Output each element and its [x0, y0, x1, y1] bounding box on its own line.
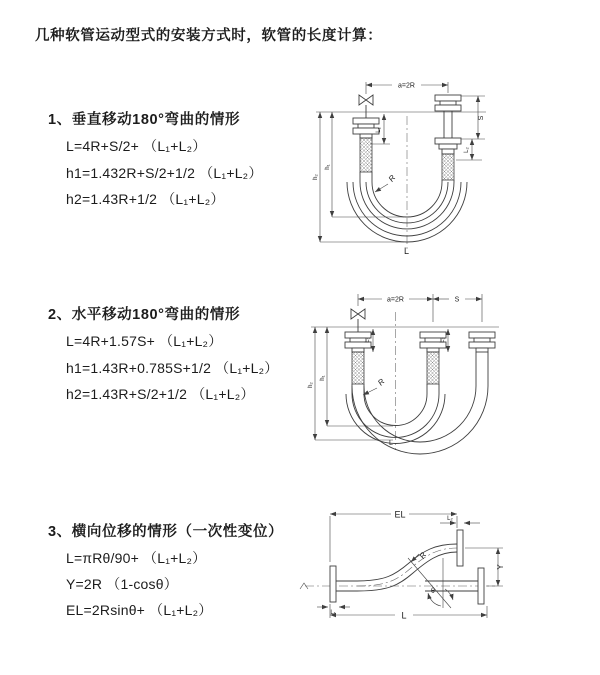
braid-section — [352, 352, 364, 384]
section-3-formula-y: Y=2R （1-cosθ） — [66, 576, 178, 592]
section-3-heading: 3、横向位移的情形（一次性变位） — [48, 524, 284, 540]
section-1-heading: 1、垂直移动180°弯曲的情形 — [48, 112, 241, 128]
dim-label-l1: L₁ — [365, 337, 371, 343]
dim-label-stroke: S — [454, 296, 460, 304]
dim-label-l2: L₂ — [440, 337, 446, 343]
braid-section — [360, 138, 372, 172]
diagram-vertical-180-bend — [308, 70, 558, 265]
hose-u-curves — [346, 352, 488, 454]
el-dimension — [330, 510, 457, 563]
fitting-length-dimensions — [370, 96, 485, 160]
l1-dimension — [317, 607, 350, 616]
section-3-formula-el: EL=2Rsinθ+ （L₁+L₂） — [66, 602, 213, 618]
radius-callout — [411, 550, 428, 562]
dim-label-y: Y — [496, 564, 505, 570]
radius-callout — [375, 173, 398, 192]
dim-label-width: a=2R — [387, 296, 404, 304]
dim-label-width: a=2R — [398, 82, 415, 90]
section-2-formula-h2: h2=1.43R+S/2+1/2 （L₁+L₂） — [66, 386, 255, 402]
top-dimensions — [358, 294, 482, 322]
dim-label-h1: h₁ — [325, 164, 331, 170]
valve-icon — [359, 95, 373, 118]
hose-s-curve — [357, 544, 457, 591]
top-width-dimension — [366, 82, 448, 94]
right-pipe-fitting — [469, 332, 495, 352]
diagram-horizontal-180-bend — [303, 282, 568, 467]
datum-and-centerlines — [316, 112, 486, 250]
section-1-formula-h1: h1=1.432R+S/2+1/2 （L₁+L₂） — [66, 165, 263, 181]
dim-label-l1: L₁ — [330, 610, 336, 616]
dim-label-h2: h₂ — [313, 174, 319, 180]
overall-length-dimension — [330, 604, 487, 621]
dim-label-length: L — [389, 440, 393, 447]
braid-section — [442, 154, 454, 180]
dim-label-l1: L₁ — [376, 127, 382, 133]
dim-label-radius: R — [417, 550, 429, 561]
page-title: 几种软管运动型式的安装方式时，软管的长度计算： — [35, 28, 383, 44]
dim-label-h1: h₁ — [320, 375, 326, 381]
section-2-heading: 2、水平移动180°弯曲的情形 — [48, 307, 241, 323]
angle-construction — [408, 558, 453, 608]
dim-label-h2: h₂ — [308, 382, 314, 388]
dim-label-theta: θ — [431, 588, 435, 595]
dim-label-l2: L₂ — [464, 147, 470, 153]
left-flange-fitting — [330, 566, 357, 602]
section-2-formula-length: L=4R+1.57S+ （L₁+L₂） — [66, 333, 223, 349]
diagram-lateral-displacement — [295, 500, 590, 650]
section-3-formula-length: L=πRθ/90+ （L₁+L₂） — [66, 550, 207, 566]
braid-section — [427, 352, 439, 384]
dim-label-radius: R — [386, 173, 398, 184]
radius-callout — [363, 377, 387, 395]
dim-label-length: L — [401, 610, 407, 621]
y-dimension — [465, 548, 505, 586]
dim-label-radius: R — [376, 377, 387, 388]
upper-right-flange — [457, 530, 463, 566]
dim-label-l2: L₂ — [447, 516, 453, 522]
left-pipe-fitting — [353, 118, 379, 172]
section-1-formula-h2: h2=1.43R+1/2 （L₁+L₂） — [66, 191, 225, 207]
dim-label-length: L — [404, 246, 410, 256]
valve-icon — [351, 309, 365, 332]
l2-dimension — [440, 516, 480, 523]
dim-label-stroke: S — [478, 115, 485, 121]
right-pipe-fitting — [435, 95, 461, 180]
section-1-formula-length: L=4R+S/2+ （L₁+L₂） — [66, 138, 207, 154]
dim-label-el: EL — [394, 509, 406, 520]
section-2-formula-h1: h1=1.43R+0.785S+1/2 （L₁+L₂） — [66, 360, 279, 376]
